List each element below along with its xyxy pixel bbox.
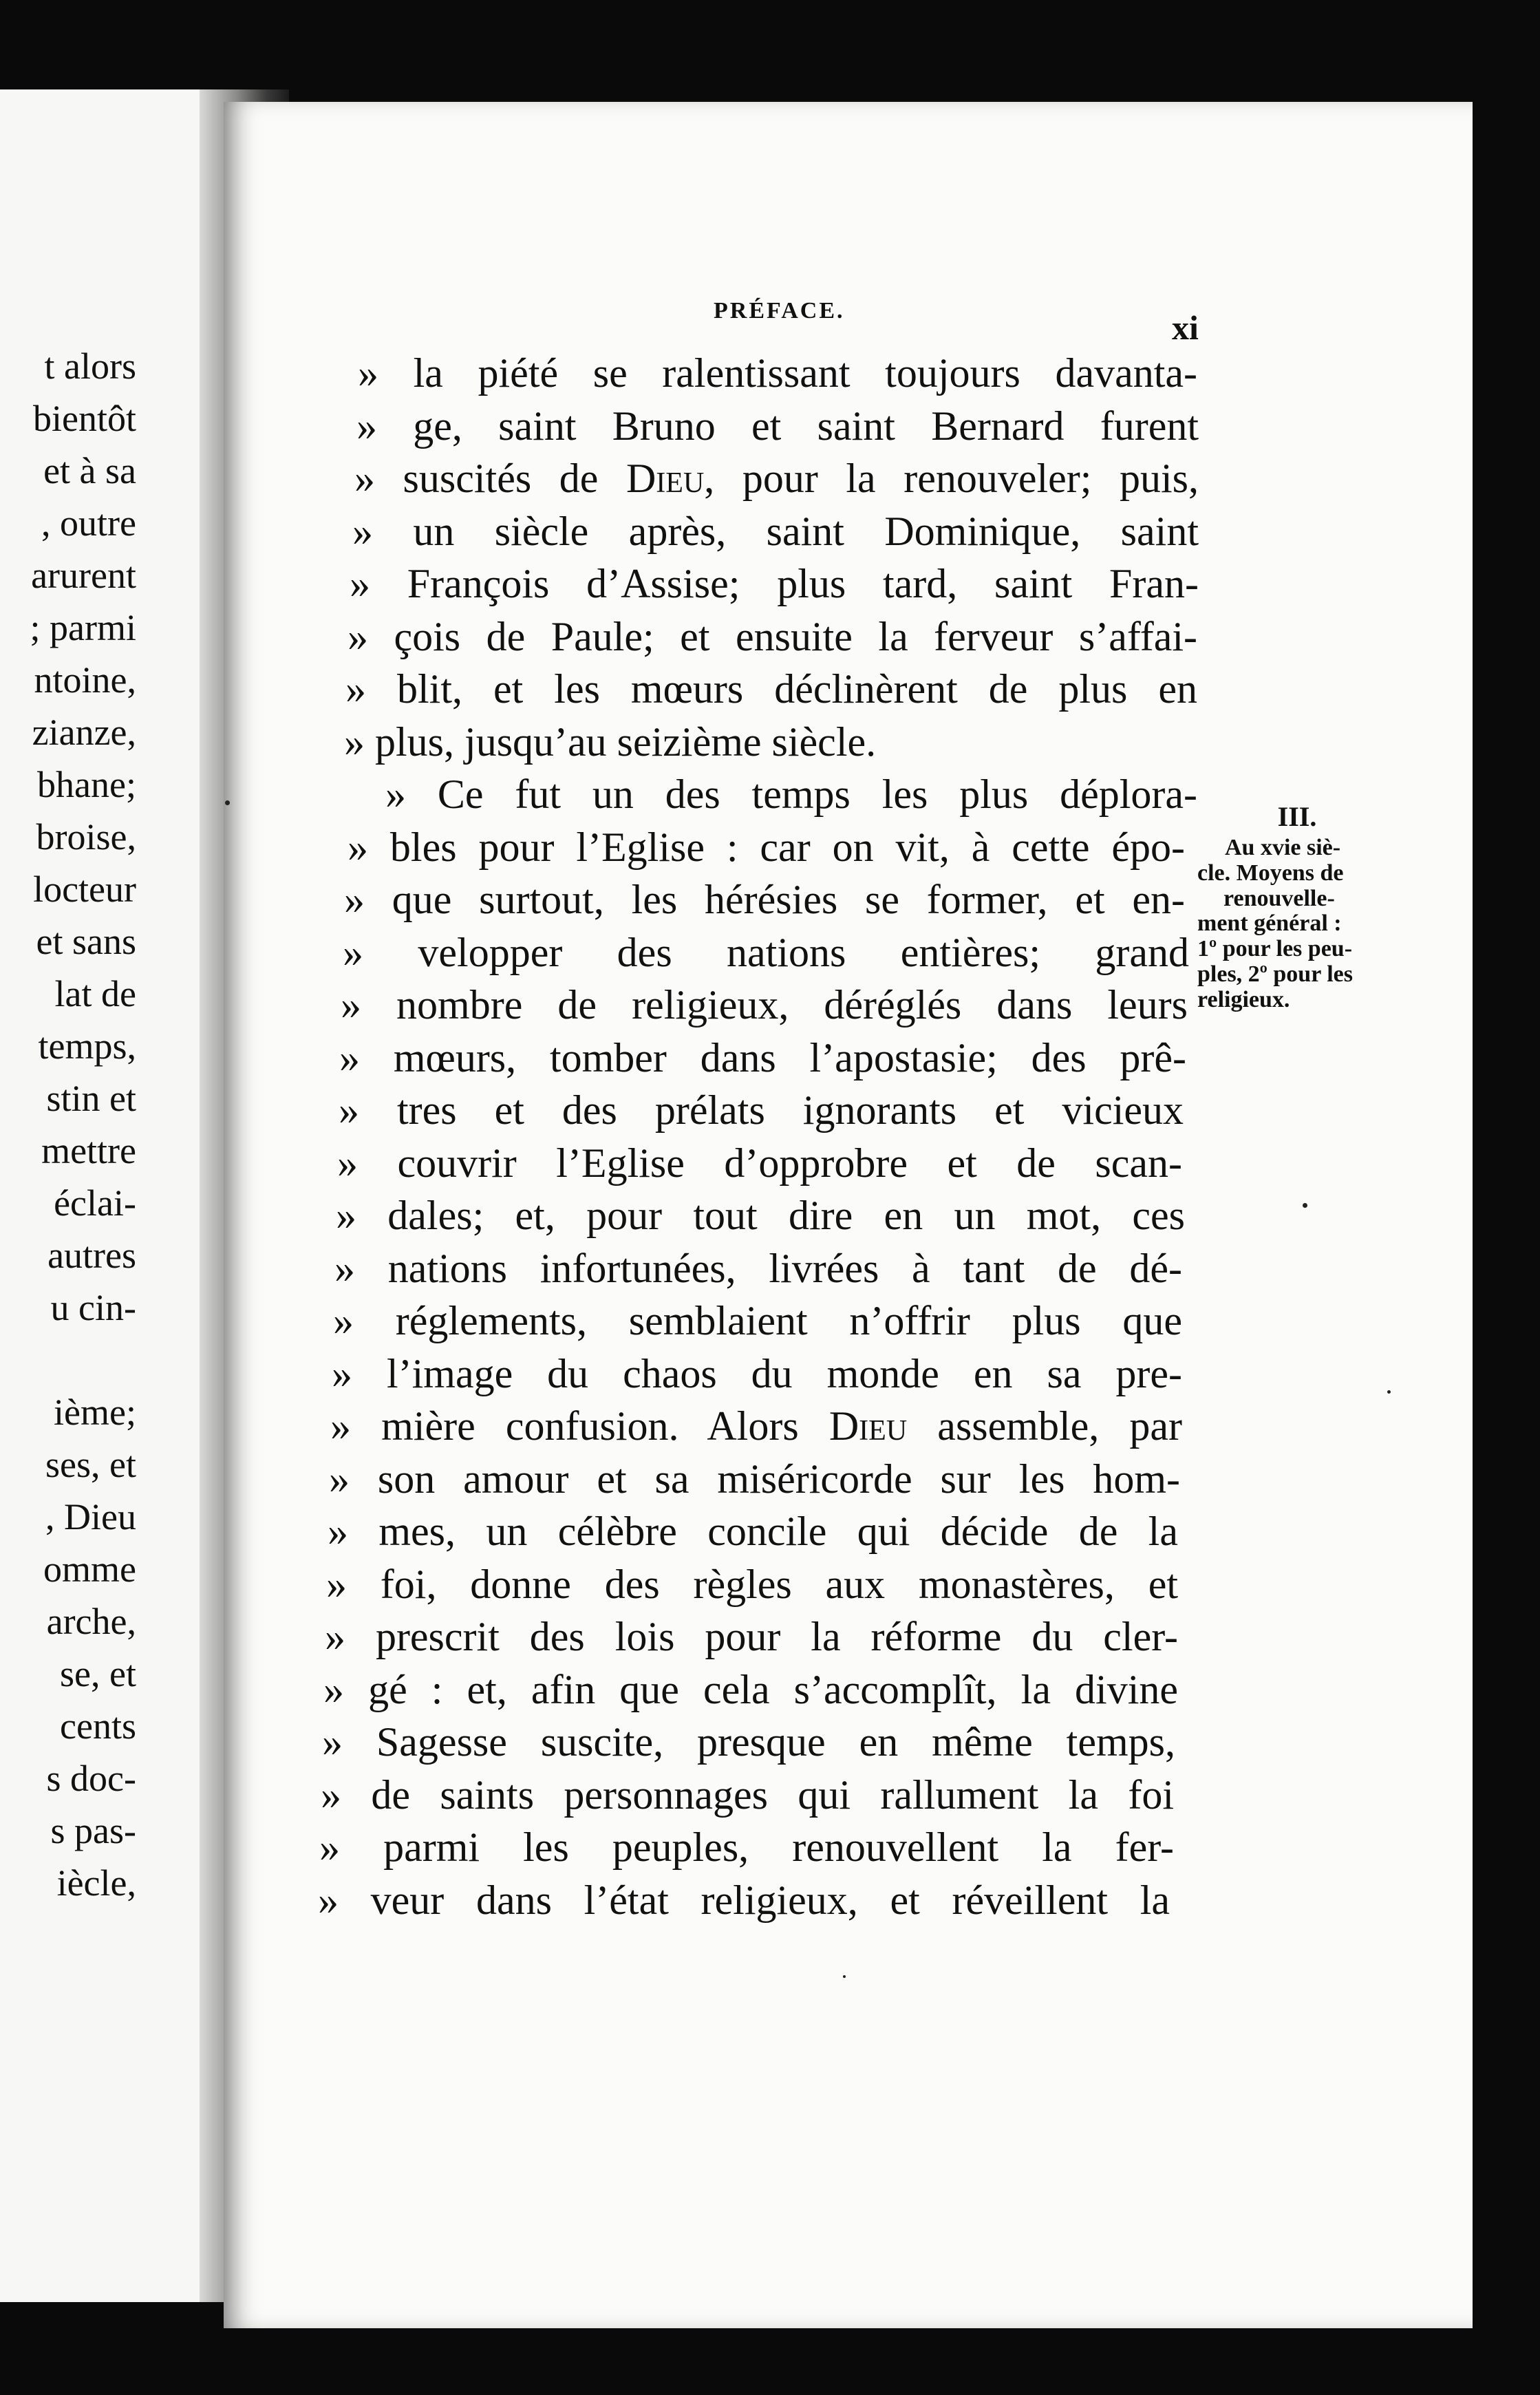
text-segment: » velopper des nations entières; grand [343,929,1189,975]
small-caps-word: Dieu [625,456,705,501]
margin-note-line: cle. Moyens de [1197,860,1344,886]
small-caps-word: Dieu [828,1403,908,1449]
text-line [333,1300,1182,1341]
margin-note-line: ment général : [1197,911,1342,937]
text-segment: » mœurs, tomber dans l’apostasie; des prê- [339,1034,1186,1081]
text-segment: » Sagesse suscite, presque en même temps, [322,1719,1175,1765]
left-page-line: omme [43,1548,136,1590]
text-segment: » son amour et sa miséricorde sur les hom- [329,1456,1180,1502]
text-line [332,1350,1182,1396]
text-line [352,508,1199,554]
text-segment: » tres et des prélats ignorants et vicieux [339,1087,1184,1133]
text-segment: » plus, jusqu’au seizième siècle. [344,718,877,765]
text-segment: » parmi les peuples, renouvellent la fer- [319,1824,1174,1870]
left-page-line: bhane; [37,764,136,805]
left-page-line: ses, et [45,1444,136,1485]
text-segment: » couvrir l’Eglise d’opprobre et de scan- [337,1140,1182,1186]
ink-speck [225,800,230,805]
left-page-line: arche, [46,1601,136,1642]
text-segment: » réglements, semblaient n’offrir plus que [333,1298,1182,1343]
text-segment: » un siècle après, saint Dominique, saint [352,508,1199,554]
margin-note-lines [1197,835,1397,1012]
text-line [347,613,1197,659]
left-page-line: , outre [41,502,136,544]
left-page-line: autres [47,1235,136,1276]
text-line [326,1561,1178,1607]
left-page-line: t alors [44,345,136,387]
ink-speck [1303,1203,1307,1208]
text-segment: » mière confusion. Alors [330,1403,829,1449]
text-line [356,405,1199,447]
text-line [329,1458,1180,1500]
margin-note-line: ples, 2º pour les [1197,961,1353,987]
margin-note-line: 1º pour les peu- [1197,936,1353,962]
text-line [341,982,1188,1028]
text-segment: assemble, par [907,1403,1183,1449]
text-segment: » gé : et, afin que cela s’accomplît, la divine [323,1666,1178,1712]
text-line [354,458,1199,499]
left-page-line: stin et [46,1078,136,1119]
text-segment: » nations infortunées, livrées à tant de dé- [334,1245,1182,1291]
left-page-line: lat de [54,973,136,1014]
ink-speck [843,1975,846,1978]
text-segment: » que surtout, les hérésies se former, et en- [344,877,1185,922]
margin-note-numeral: III. [1277,801,1317,832]
left-page-line: bientôt [33,398,136,439]
text-segment: » nombre de religieux, déréglés dans leurs [341,982,1188,1028]
left-page-line: broise, [36,816,136,858]
text-line [325,1616,1178,1657]
running-header: PRÉFACE. [714,298,845,323]
left-page-line: u cin- [50,1287,136,1328]
text-segment: » l’image du chaos du monde en sa pre- [332,1350,1182,1396]
text-line [321,1771,1174,1818]
text-line [339,1034,1186,1081]
text-segment: , pour la renouveler; puis, [704,456,1199,501]
page-number: xi [1172,308,1199,347]
left-page-line: mettre [41,1130,136,1171]
left-page-line: cents [60,1705,136,1747]
text-segment: » la piété se ralentissant toujours davanta- [358,350,1197,396]
text-line [339,1089,1184,1131]
text-line [345,668,1197,710]
left-page-line: ième; [54,1392,136,1433]
left-page-line: temps, [38,1025,136,1067]
margin-note-line: Au xvie siè- [1225,835,1341,861]
left-page-line: s doc- [46,1758,136,1799]
text-segment: » de saints personnages qui rallument la foi [321,1771,1174,1818]
text-segment: » mes, un célèbre concile qui décide de la [328,1509,1178,1554]
text-segment: » prescrit des lois pour la réforme du cler- [325,1614,1178,1659]
left-page-line: arurent [31,555,136,596]
ink-speck [1387,1390,1391,1394]
text-segment: » veur dans l’état religieux, et réveillent la [318,1877,1170,1923]
left-page-line: éclai- [54,1182,136,1224]
text-segment: » ge, saint Bruno et saint Bernard furent [356,403,1199,449]
text-line [328,1511,1178,1552]
text-line [350,563,1199,604]
left-page-line: , Dieu [45,1496,136,1537]
margin-note-line: renouvelle- [1223,885,1335,911]
text-line [337,1142,1182,1184]
text-segment: » dales; et, pour tout dire en un mot, ces [336,1193,1185,1238]
text-segment: » suscités de [354,456,626,501]
text-line [330,1405,1182,1447]
text-line [336,1195,1185,1236]
text-line [347,824,1185,870]
text-segment: » blit, et les mœurs déclinèrent de plus en [345,666,1197,712]
left-page-line: s pas- [50,1810,136,1851]
left-page-line: zianze, [32,712,136,753]
text-segment: » François d’Assise; plus tard, saint Fran- [350,561,1199,606]
text-segment: » Ce fut un des temps les plus déplora- [385,771,1197,817]
text-line [344,718,963,765]
left-page-line: ; parmi [30,607,136,648]
left-page-line: ntoine, [34,659,136,701]
left-page-line: se, et [60,1653,136,1694]
text-line [318,1877,1170,1923]
text-line [358,352,1197,394]
left-page-line: et à sa [43,450,136,491]
margin-note [1197,802,1397,1012]
text-line [319,1824,1174,1870]
text-line [322,1721,1175,1763]
left-page-line: iècle, [56,1862,136,1904]
text-line [323,1666,1178,1712]
margin-note-line: religieux. [1197,986,1290,1012]
text-line [334,1245,1182,1291]
text-segment: » foi, donne des règles aux monastères, et [326,1561,1178,1607]
text-line [343,929,1189,975]
text-line [344,879,1185,920]
text-segment: » bles pour l’Eglise : car on vit, à cette épo- [347,824,1185,870]
text-line [385,771,1197,817]
left-page-line: locteur [33,869,136,910]
text-segment: » çois de Paule; et ensuite la ferveur s’affai- [347,613,1197,659]
left-page-line: et sans [36,921,136,962]
